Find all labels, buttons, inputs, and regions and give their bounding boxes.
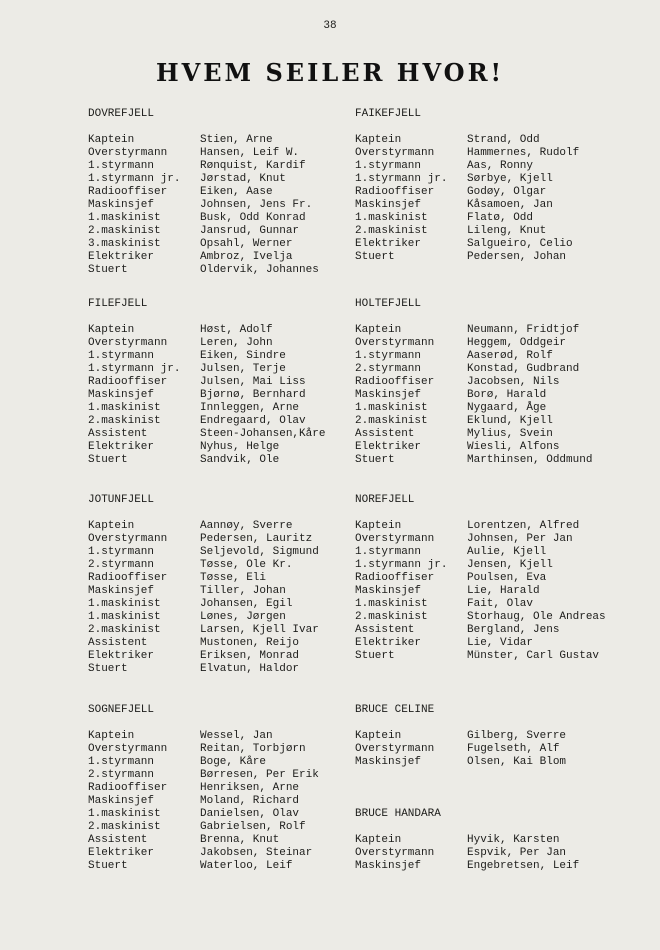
crew-role: Stuert (355, 454, 395, 466)
crew-role: Stuert (88, 663, 128, 675)
crew-role: 1.styrmann (355, 546, 422, 558)
crew-row (88, 730, 348, 743)
crew-row (88, 264, 348, 277)
ship-name: FAIKEFJELL (355, 108, 422, 120)
crew-row (88, 585, 348, 598)
crew-name: Gabrielsen, Rolf (200, 821, 306, 833)
crew-row (355, 637, 615, 650)
page-number: 38 (323, 20, 337, 32)
crew-list (88, 324, 348, 467)
crew-role: Stuert (88, 264, 128, 276)
crew-name: Ambroz, Ivelja (200, 251, 293, 263)
crew-row (88, 350, 348, 363)
crew-role: Assistent (355, 624, 415, 636)
crew-name: Salgueiro, Celio (467, 238, 573, 250)
crew-name: Johnsen, Per Jan (467, 533, 573, 545)
crew-name: Nyhus, Helge (200, 441, 280, 453)
crew-name: Mylius, Svein (467, 428, 553, 440)
crew-row (355, 847, 615, 860)
crew-name: Lorentzen, Alfred (467, 520, 580, 532)
crew-row (355, 147, 615, 160)
crew-name: Pedersen, Johan (467, 251, 567, 263)
crew-name: Innleggen, Arne (200, 402, 300, 414)
crew-name: Konstad, Gudbrand (467, 363, 580, 375)
crew-role: 1.styrmann (355, 160, 422, 172)
crew-row (88, 389, 348, 402)
crew-name: Flatø, Odd (467, 212, 534, 224)
crew-row (355, 238, 615, 251)
crew-row (88, 650, 348, 663)
crew-name: Julsen, Mai Liss (200, 376, 306, 388)
crew-role: Elektriker (88, 650, 155, 662)
crew-role: Maskinsjef (88, 389, 155, 401)
crew-list (88, 730, 348, 873)
crew-name: Lie, Harald (467, 585, 540, 597)
crew-name: Jansrud, Gunnar (200, 225, 300, 237)
crew-role: Stuert (88, 860, 128, 872)
crew-name: Fait, Olav (467, 598, 534, 610)
crew-name: Stien, Arne (200, 134, 273, 146)
crew-role: Stuert (355, 650, 395, 662)
crew-role: Radiooffiser (88, 376, 168, 388)
crew-row (88, 572, 348, 585)
crew-name: Borø, Harald (467, 389, 547, 401)
crew-row (355, 546, 615, 559)
crew-row (355, 572, 615, 585)
crew-role: 1.styrmann jr. (88, 173, 181, 185)
crew-name: Aas, Ronny (467, 160, 534, 172)
crew-role: 1.styrmann jr. (355, 173, 448, 185)
crew-row (355, 611, 615, 624)
crew-name: Eiken, Sindre (200, 350, 286, 362)
crew-role: Assistent (88, 834, 148, 846)
crew-row (88, 598, 348, 611)
ship-name: NOREFJELL (355, 494, 415, 506)
crew-list (88, 520, 348, 676)
crew-name: Wessel, Jan (200, 730, 273, 742)
crew-name: Seljevold, Sigmund (200, 546, 319, 558)
crew-name: Aaserød, Rolf (467, 350, 553, 362)
crew-row (355, 134, 615, 147)
crew-row (355, 520, 615, 533)
crew-row (355, 160, 615, 173)
crew-name: Sørbye, Kjell (467, 173, 553, 185)
crew-list (355, 520, 615, 663)
crew-name: Jacobsen, Nils (467, 376, 560, 388)
crew-row (88, 441, 348, 454)
crew-row (88, 363, 348, 376)
crew-name: Hyvik, Karsten (467, 834, 560, 846)
crew-name: Brenna, Knut (200, 834, 280, 846)
crew-row (88, 428, 348, 441)
crew-name: Neumann, Fridtjof (467, 324, 580, 336)
crew-role: Overstyrmann (355, 743, 435, 755)
crew-name: Boge, Kåre (200, 756, 267, 768)
crew-name: Kåsamoen, Jan (467, 199, 553, 211)
crew-role: 2.maskinist (88, 415, 161, 427)
crew-row (88, 847, 348, 860)
crew-row (88, 520, 348, 533)
crew-name: Eriksen, Monrad (200, 650, 300, 662)
crew-row (88, 415, 348, 428)
crew-row (88, 663, 348, 676)
crew-row (88, 324, 348, 337)
crew-row (355, 324, 615, 337)
crew-name: Godøy, Olgar (467, 186, 547, 198)
crew-row (355, 454, 615, 467)
crew-name: Wiesli, Alfons (467, 441, 560, 453)
crew-role: Kaptein (355, 520, 402, 532)
crew-role: 1.styrmann jr. (88, 363, 181, 375)
crew-row (355, 533, 615, 546)
crew-name: Larsen, Kjell Ivar (200, 624, 319, 636)
crew-list (355, 834, 615, 873)
ship-name: SOGNEFJELL (88, 704, 155, 716)
crew-name: Moland, Richard (200, 795, 300, 807)
crew-name: Børresen, Per Erik (200, 769, 319, 781)
crew-role: Overstyrmann (355, 337, 435, 349)
crew-name: Olsen, Kai Blom (467, 756, 567, 768)
crew-role: 2.maskinist (88, 225, 161, 237)
crew-role: Kaptein (355, 730, 402, 742)
crew-role: 1.maskinist (88, 611, 161, 623)
crew-row (355, 402, 615, 415)
crew-name: Jensen, Kjell (467, 559, 553, 571)
crew-role: Stuert (355, 251, 395, 263)
crew-row (88, 743, 348, 756)
crew-row (355, 173, 615, 186)
crew-role: Overstyrmann (355, 147, 435, 159)
crew-name: Münster, Carl Gustav (467, 650, 600, 662)
crew-role: Radiooffiser (88, 186, 168, 198)
crew-name: Bjørnø, Bernhard (200, 389, 306, 401)
ship-section (355, 108, 615, 264)
crew-role: 2.maskinist (355, 415, 428, 427)
crew-role: 1.styrmann (88, 160, 155, 172)
crew-role: 2.styrmann (88, 559, 155, 571)
page-title: HVEM SEILER HVOR! (155, 58, 505, 87)
crew-row (88, 251, 348, 264)
crew-row (88, 186, 348, 199)
crew-name: Nygaard, Åge (467, 402, 547, 414)
crew-row (88, 860, 348, 873)
crew-row (88, 533, 348, 546)
crew-role: Overstyrmann (355, 533, 435, 545)
crew-row (355, 363, 615, 376)
crew-role: 2.maskinist (88, 624, 161, 636)
crew-row (88, 624, 348, 637)
crew-name: Lie, Vidar (467, 637, 534, 649)
crew-row (355, 743, 615, 756)
crew-name: Endregaard, Olav (200, 415, 306, 427)
crew-row (355, 376, 615, 389)
crew-role: 1.styrmann (355, 350, 422, 362)
crew-name: Rønquist, Kardif (200, 160, 306, 172)
crew-name: Sandvik, Ole (200, 454, 280, 466)
crew-row (355, 860, 615, 873)
crew-name: Eklund, Kjell (467, 415, 553, 427)
crew-row (355, 251, 615, 264)
crew-role: Maskinsjef (88, 585, 155, 597)
crew-row (88, 808, 348, 821)
crew-name: Aulie, Kjell (467, 546, 547, 558)
crew-row (355, 212, 615, 225)
crew-role: Radiooffiser (88, 782, 168, 794)
crew-name: Poulsen, Eva (467, 572, 547, 584)
crew-role: Assistent (355, 428, 415, 440)
crew-role: 2.maskinist (88, 821, 161, 833)
crew-name: Tiller, Johan (200, 585, 286, 597)
crew-role: Kaptein (88, 324, 135, 336)
crew-row (355, 624, 615, 637)
crew-role: Maskinsjef (355, 199, 422, 211)
crew-role: 1.maskinist (355, 212, 428, 224)
crew-role: Kaptein (355, 834, 402, 846)
crew-role: 1.styrmann (88, 546, 155, 558)
crew-name: Heggem, Oddgeir (467, 337, 567, 349)
crew-role: Overstyrmann (88, 147, 168, 159)
crew-row (355, 585, 615, 598)
crew-row (355, 834, 615, 847)
crew-row (88, 337, 348, 350)
crew-role: Elektriker (355, 441, 422, 453)
ship-section (355, 704, 615, 769)
crew-name: Pedersen, Lauritz (200, 533, 313, 545)
crew-name: Jørstad, Knut (200, 173, 286, 185)
crew-row (355, 559, 615, 572)
crew-row (88, 402, 348, 415)
crew-role: Overstyrmann (355, 847, 435, 859)
crew-row (88, 225, 348, 238)
crew-role: 1.maskinist (88, 212, 161, 224)
crew-row (88, 147, 348, 160)
crew-name: Oldervik, Johannes (200, 264, 319, 276)
crew-name: Marthinsen, Oddmund (467, 454, 593, 466)
crew-row (88, 769, 348, 782)
crew-role: Elektriker (355, 238, 422, 250)
crew-role: Radiooffiser (355, 186, 435, 198)
crew-role: 1.maskinist (88, 402, 161, 414)
crew-name: Høst, Adolf (200, 324, 273, 336)
crew-name: Storhaug, Ole Andreas (467, 611, 606, 623)
crew-name: Busk, Odd Konrad (200, 212, 306, 224)
crew-row (355, 389, 615, 402)
crew-role: Overstyrmann (88, 743, 168, 755)
crew-role: 2.maskinist (355, 225, 428, 237)
crew-name: Lønes, Jørgen (200, 611, 286, 623)
crew-row (355, 650, 615, 663)
crew-row (355, 337, 615, 350)
crew-role: Radiooffiser (355, 376, 435, 388)
crew-name: Henriksen, Arne (200, 782, 300, 794)
crew-row (88, 376, 348, 389)
crew-role: 1.styrmann jr. (355, 559, 448, 571)
crew-row (88, 134, 348, 147)
ship-name: JOTUNFJELL (88, 494, 155, 506)
crew-row (88, 160, 348, 173)
crew-row (355, 730, 615, 743)
crew-role: 2.styrmann (88, 769, 155, 781)
ship-section (88, 298, 348, 467)
crew-name: Hansen, Leif W. (200, 147, 300, 159)
crew-role: Kaptein (88, 520, 135, 532)
ship-section (355, 808, 615, 873)
crew-row (88, 559, 348, 572)
crew-role: Kaptein (88, 730, 135, 742)
crew-role: 1.styrmann (88, 756, 155, 768)
crew-row (88, 821, 348, 834)
crew-name: Espvik, Per Jan (467, 847, 567, 859)
crew-role: Kaptein (355, 134, 402, 146)
crew-name: Bergland, Jens (467, 624, 560, 636)
crew-role: Radiooffiser (355, 572, 435, 584)
crew-list (355, 134, 615, 264)
crew-name: Tøsse, Eli (200, 572, 267, 584)
crew-role: Radiooffiser (88, 572, 168, 584)
crew-role: Elektriker (88, 441, 155, 453)
ship-section (88, 704, 348, 873)
crew-name: Steen-Johansen,Kåre (200, 428, 326, 440)
crew-role: 1.maskinist (88, 598, 161, 610)
crew-name: Waterloo, Leif (200, 860, 293, 872)
crew-role: Kaptein (88, 134, 135, 146)
crew-row (355, 350, 615, 363)
crew-name: Leren, John (200, 337, 273, 349)
ship-name: FILEFJELL (88, 298, 148, 310)
ship-section (88, 494, 348, 676)
crew-row (88, 611, 348, 624)
crew-role: Overstyrmann (88, 533, 168, 545)
crew-name: Gilberg, Sverre (467, 730, 567, 742)
crew-role: Elektriker (88, 251, 155, 263)
crew-row (88, 756, 348, 769)
crew-name: Aannøy, Sverre (200, 520, 293, 532)
crew-row (355, 225, 615, 238)
crew-name: Fugelseth, Alf (467, 743, 560, 755)
crew-name: Strand, Odd (467, 134, 540, 146)
crew-role: Maskinsjef (355, 860, 422, 872)
crew-row (88, 173, 348, 186)
ship-section (355, 494, 615, 663)
crew-role: 1.styrmann (88, 350, 155, 362)
crew-row (88, 795, 348, 808)
crew-name: Tøsse, Ole Kr. (200, 559, 293, 571)
crew-row (88, 546, 348, 559)
crew-role: Elektriker (88, 847, 155, 859)
ship-section (88, 108, 348, 277)
crew-row (355, 415, 615, 428)
crew-row (88, 212, 348, 225)
crew-name: Opsahl, Werner (200, 238, 293, 250)
crew-name: Elvatun, Haldor (200, 663, 300, 675)
crew-role: Overstyrmann (88, 337, 168, 349)
crew-role: Elektriker (355, 637, 422, 649)
crew-name: Engebretsen, Leif (467, 860, 580, 872)
crew-role: Maskinsjef (355, 585, 422, 597)
ship-name: HOLTEFJELL (355, 298, 422, 310)
crew-name: Eiken, Aase (200, 186, 273, 198)
crew-list (355, 324, 615, 467)
crew-role: 1.maskinist (355, 402, 428, 414)
crew-list (355, 730, 615, 769)
ship-name: BRUCE CELINE (355, 704, 435, 716)
crew-row (88, 238, 348, 251)
crew-role: 1.maskinist (355, 598, 428, 610)
crew-role: Maskinsjef (355, 756, 422, 768)
crew-list (88, 134, 348, 277)
crew-row (355, 199, 615, 212)
crew-row (88, 782, 348, 795)
crew-name: Jakobsen, Steinar (200, 847, 313, 859)
crew-role: 2.maskinist (355, 611, 428, 623)
crew-name: Danielsen, Olav (200, 808, 300, 820)
crew-role: 1.maskinist (88, 808, 161, 820)
crew-role: 2.styrmann (355, 363, 422, 375)
crew-row (355, 441, 615, 454)
crew-name: Hammernes, Rudolf (467, 147, 580, 159)
crew-row (355, 428, 615, 441)
ship-name: DOVREFJELL (88, 108, 155, 120)
crew-name: Lileng, Knut (467, 225, 547, 237)
crew-row (88, 637, 348, 650)
crew-role: 3.maskinist (88, 238, 161, 250)
crew-row (88, 454, 348, 467)
crew-role: Maskinsjef (88, 199, 155, 211)
crew-name: Reitan, Torbjørn (200, 743, 306, 755)
crew-role: Maskinsjef (88, 795, 155, 807)
ship-name: BRUCE HANDARA (355, 808, 441, 820)
crew-name: Julsen, Terje (200, 363, 286, 375)
crew-role: Stuert (88, 454, 128, 466)
crew-row (88, 834, 348, 847)
crew-row (88, 199, 348, 212)
crew-role: Maskinsjef (355, 389, 422, 401)
crew-role: Assistent (88, 637, 148, 649)
crew-row (355, 756, 615, 769)
crew-role: Assistent (88, 428, 148, 440)
crew-name: Johnsen, Jens Fr. (200, 199, 313, 211)
crew-name: Johansen, Egil (200, 598, 293, 610)
crew-row (355, 598, 615, 611)
ship-section (355, 298, 615, 467)
crew-name: Mustonen, Reijo (200, 637, 300, 649)
crew-row (355, 186, 615, 199)
crew-role: Kaptein (355, 324, 402, 336)
